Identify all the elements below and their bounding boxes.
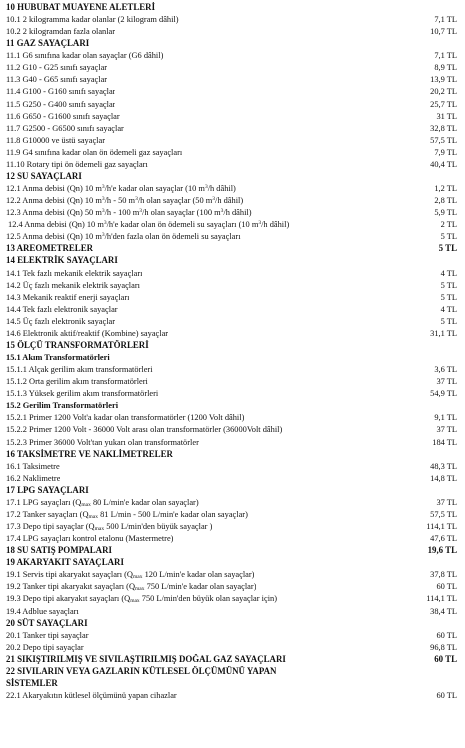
tariff-row	[6, 26, 457, 37]
tariff-row	[6, 316, 457, 327]
tariff-row	[6, 630, 457, 641]
row-label: 12 SU SAYAÇLARI	[6, 170, 82, 181]
row-price: 7,1 TL	[434, 51, 457, 61]
row-price: 20,2 TL	[430, 87, 457, 97]
tariff-row	[6, 473, 457, 484]
row-label: 11.7 G2500 - G6500 sınıfı sayaçlar	[6, 123, 124, 133]
row-price: 5 TL	[438, 243, 457, 254]
section-heading	[6, 449, 457, 460]
subscript: max	[132, 574, 143, 581]
row-price: 57,5 TL	[430, 135, 457, 145]
row-price: 37 TL	[436, 377, 457, 387]
row-price: 7,9 TL	[434, 147, 457, 157]
row-price: 4 TL	[440, 304, 457, 314]
row-price: 60 TL	[434, 653, 457, 664]
section-heading	[6, 2, 457, 13]
label-text: /h'e kadar olan sayaçlar (10 m	[104, 184, 205, 194]
section-heading	[6, 171, 457, 182]
row-label: 15.2.3 Primer 36000 Volt'tan yukarı olan transformatörler	[6, 437, 199, 447]
label-text: 17.3 Depo tipi sayaçlar (Q	[6, 522, 95, 531]
superscript: 3	[258, 220, 262, 227]
row-label: 15.1.2 Orta gerilim akım transformatörleri	[6, 377, 148, 387]
row-price: 38,4 TL	[430, 606, 457, 616]
label-text: 17.2 Tanker sayaçları (Q	[6, 509, 89, 519]
row-label	[6, 521, 212, 532]
row-label: 15 ÖLÇÜ TRANSFORMATÖRLERİ	[6, 339, 149, 350]
subscript: max	[135, 586, 145, 593]
tariff-row	[6, 207, 457, 218]
label-text: 500 L/min'den büyük sayaçlar )	[104, 522, 213, 531]
row-label: 17.4 LPG sayaçları kontrol etalonu (Mastermetre)	[6, 534, 174, 544]
row-price: 54,9 TL	[430, 389, 457, 399]
row-price: 31 TL	[436, 111, 457, 121]
label-text: 81 L/min - 500 L/min'e kadar olan sayaçlar)	[98, 509, 248, 519]
row-label: 11.5 G250 - G400 sınıfı sayaçlar	[6, 99, 116, 109]
tariff-row	[6, 642, 457, 653]
row-price: 60 TL	[436, 582, 457, 592]
row-label: 17 LPG SAYAÇLARI	[6, 484, 89, 495]
tariff-row	[6, 231, 457, 242]
tariff-row	[6, 135, 457, 146]
subscript: max	[130, 598, 140, 605]
row-price: 7,1 TL	[434, 15, 457, 25]
tariff-row	[6, 581, 457, 592]
tariff-row	[6, 268, 457, 279]
row-price: 114,1 TL	[426, 594, 457, 604]
row-label: 15.2 Gerilim Transformatörleri	[6, 401, 119, 411]
tariff-row	[6, 437, 457, 448]
tariff-row	[6, 111, 457, 122]
row-label: 14.3 Mekanik reaktif enerji sayaçları	[6, 292, 130, 302]
section-heading	[6, 485, 457, 496]
row-price: 5,9 TL	[434, 208, 457, 218]
row-label: 21 SIKIŞTIRILMIŞ VE SIVILAŞTIRILMIŞ DOĞAL GAZ SAYAÇLARI	[6, 653, 286, 664]
tariff-row	[6, 376, 457, 387]
row-label	[6, 593, 277, 604]
row-label: 14.1 Tek fazlı mekanik elektrik sayaçları	[6, 268, 143, 278]
row-price: 19,6 TL	[427, 545, 457, 556]
label-text: 80 L/min'e kadar olan sayaçlar)	[90, 497, 199, 507]
row-price: 1,2 TL	[434, 184, 457, 194]
tariff-row	[6, 388, 457, 399]
row-label: 11.3 G40 - G65 sınıfı sayaçlar	[6, 75, 108, 85]
row-label: 19.4 Adblue sayaçları	[6, 606, 79, 616]
row-price: 114,1 TL	[426, 522, 457, 531]
label-text: /h'e kadar olan ön ödemeli su sayaçları (10 m	[106, 220, 259, 230]
tariff-row	[8, 219, 457, 230]
subscript: max	[94, 526, 105, 532]
row-label: 13 AREOMETRELER	[6, 243, 94, 254]
tariff-row	[6, 14, 457, 25]
tariff-row	[6, 99, 457, 110]
label-text: /h - 50 m	[104, 196, 136, 206]
row-label: 20 SÜT SAYAÇLARI	[6, 617, 88, 628]
row-label: 20.2 Depo tipi sayaçlar	[6, 642, 84, 652]
row-label: 22.1 Akaryakıtın kütlesel ölçümünü yapan cihazlar	[6, 690, 177, 700]
superscript: 3	[212, 196, 215, 203]
row-price: 37 TL	[436, 425, 457, 435]
row-price: 60 TL	[436, 690, 457, 700]
row-label: 15.1.1 Alçak gerilim akım transformatörleri	[6, 365, 153, 375]
row-label	[6, 509, 248, 520]
label-text: /h dâhil)	[223, 208, 252, 218]
row-label: 11 GAZ SAYAÇLARI	[6, 38, 90, 49]
section-heading	[6, 340, 457, 351]
row-label: 11.10 Rotary tipi ön ödemeli gaz sayaçları	[6, 159, 148, 169]
row-label: 18 SU SATIŞ POMPALARI	[6, 545, 112, 556]
row-label: 14.6 Elektronik aktif/reaktif (Kombine) sayaçlar	[6, 328, 169, 338]
row-price: 96,8 TL	[430, 642, 457, 652]
label-text: 12.5 Anma debisi (Qn) 10 m	[6, 232, 102, 242]
row-price: 14,8 TL	[430, 473, 457, 483]
superscript: 3	[135, 196, 138, 203]
row-label: SİSTEMLER	[6, 677, 58, 688]
row-price: 5 TL	[440, 316, 457, 326]
row-label: 10 HUBUBAT MUAYENE ALETLERİ	[6, 2, 156, 12]
row-label: 14.4 Tek fazlı elektronik sayaçlar	[6, 304, 118, 314]
tariff-row	[6, 183, 457, 194]
label-text: /h dâhil)	[261, 220, 290, 230]
section-heading	[6, 666, 457, 677]
row-price: 25,7 TL	[430, 99, 457, 109]
superscript: 3	[101, 208, 105, 215]
row-price: 5 TL	[440, 292, 457, 302]
section-heading	[6, 678, 457, 689]
row-label: 11.8 G10000 ve üstü sayaçlar	[6, 135, 106, 145]
row-label	[6, 231, 241, 242]
superscript: 3	[103, 220, 107, 227]
section-heading	[6, 557, 457, 568]
label-text: 19.1 Servis tipi akaryakıt sayaçları (Q	[6, 570, 133, 580]
row-price: 60 TL	[436, 630, 457, 640]
label-text: 750 L/min'den büyük olan sayaçlar için)	[139, 594, 278, 604]
label-text: /h'den fazla olan ön ödemeli su sayaçları	[104, 232, 241, 242]
row-label	[8, 219, 289, 230]
row-label: 16.2 Naklimetre	[6, 473, 61, 483]
tariff-row	[6, 50, 457, 61]
label-text: 12.2 Anma debisi (Qn) 10 m	[6, 196, 102, 206]
tariff-row	[6, 280, 457, 291]
row-price: 5 TL	[440, 280, 457, 290]
row-price: 4 TL	[440, 268, 457, 278]
row-label	[6, 195, 243, 206]
tariff-row	[6, 509, 457, 520]
row-label: 15.1 Akım Transformatörleri	[6, 353, 110, 363]
superscript: 3	[139, 208, 143, 215]
tariff-row	[6, 159, 457, 170]
row-label: 11.9 G4 sınıfına kadar olan ön ödemeli gaz sayaçları	[6, 147, 183, 157]
section-heading	[6, 618, 457, 629]
row-price: 2,8 TL	[434, 196, 457, 206]
row-price: 31,1 TL	[430, 328, 457, 338]
superscript: 3	[101, 196, 105, 203]
label-text: 12.1 Anma debisi (Qn) 10 m	[6, 184, 102, 194]
tariff-row	[6, 424, 457, 435]
tariff-row	[6, 364, 457, 375]
label-text: 17.1 LPG sayaçları (Q	[6, 497, 82, 507]
label-text: 12.4 Anma debisi (Qn) 10 m	[8, 220, 104, 230]
row-label: 22 SIVILARIN VEYA GAZLARIN KÜTLESEL ÖLÇÜMÜNÜ YAPAN	[6, 665, 277, 676]
row-label	[6, 581, 256, 592]
row-label: 11.2 G10 - G25 sınıfı sayaçlar	[6, 63, 108, 73]
superscript: 3	[220, 208, 224, 215]
section-heading	[6, 38, 457, 49]
tariff-row	[6, 533, 457, 544]
tariff-row	[6, 292, 457, 303]
row-price: 184 TL	[432, 437, 457, 447]
row-label: 16.1 Taksimetre	[6, 461, 60, 471]
tariff-row	[6, 328, 457, 339]
superscript: 3	[204, 184, 208, 191]
row-label: 15.2.1 Primer 1200 Volt'a kadar olan transformatörler (1200 Volt dâhil)	[6, 413, 245, 423]
section-heading	[6, 243, 457, 254]
superscript: 3	[101, 184, 105, 191]
label-text: 12.3 Anma debisi (Qn) 50 m	[6, 208, 102, 218]
row-price: 13,9 TL	[430, 75, 457, 85]
row-label	[6, 497, 199, 508]
tariff-row	[6, 690, 457, 701]
row-label: 20.1 Tanker tipi sayaçlar	[6, 630, 89, 640]
subsection-heading	[6, 352, 457, 363]
row-label: 11.6 G650 - G1600 sınıfı sayaçlar	[6, 111, 120, 121]
tariff-row	[6, 569, 457, 580]
row-price: 8,9 TL	[434, 63, 457, 73]
row-label: 11.1 G6 sınıfına kadar olan sayaçlar (G6 dâhil)	[6, 51, 164, 61]
label-text: /h dâhil)	[207, 184, 236, 194]
tariff-row	[6, 62, 457, 73]
row-label: 15.1.3 Yüksek gerilim akım transformatörleri	[6, 389, 159, 399]
tariff-row	[6, 304, 457, 315]
tariff-row	[6, 86, 457, 97]
row-price: 47,6 TL	[430, 534, 457, 544]
label-text: 750 L/min'e kadar olan sayaçlar)	[144, 582, 257, 592]
tariff-row	[6, 147, 457, 158]
row-label: 16 TAKSİMETRE VE NAKLİMETRELER	[6, 448, 173, 459]
label-text: 19.2 Tanker tipi akaryakıt sayaçları (Q	[6, 582, 136, 592]
row-label: 15.2.2 Primer 1200 Volt - 36000 Volt arası olan transformatörler (36000Volt dâhil)	[6, 425, 283, 435]
label-text: /h dâhil)	[215, 196, 244, 206]
tariff-row	[6, 195, 457, 206]
label-text: /h olan sayaçlar (100 m	[142, 208, 221, 218]
label-text: /h olan sayaçlar (50 m	[137, 196, 213, 206]
row-price: 37,8 TL	[430, 570, 457, 580]
row-price: 48,3 TL	[430, 461, 457, 471]
tariff-row	[6, 521, 457, 532]
row-label: 14.5 Üç fazlı elektronik sayaçlar	[6, 316, 116, 326]
tariff-row	[6, 461, 457, 472]
subscript: max	[88, 513, 98, 520]
subscript: max	[81, 501, 91, 508]
subsection-heading	[6, 400, 457, 411]
row-price: 40,4 TL	[430, 159, 457, 169]
tariff-row	[6, 412, 457, 423]
row-price: 57,5 TL	[430, 509, 457, 519]
tariff-row	[6, 593, 457, 604]
row-label: 11.4 G100 - G160 sınıfı sayaçlar	[6, 87, 116, 97]
tariff-row	[6, 497, 457, 508]
row-label	[6, 183, 236, 194]
row-label	[6, 569, 254, 580]
label-text: 120 L/min'e kadar olan sayaçlar)	[142, 570, 255, 580]
row-price: 3,6 TL	[434, 365, 457, 375]
row-price: 9,1 TL	[434, 413, 457, 423]
row-price: 10,7 TL	[430, 27, 457, 37]
superscript: 3	[101, 232, 105, 239]
row-label: 14 ELEKTRİK SAYAÇLARI	[6, 255, 118, 266]
section-heading	[6, 654, 457, 665]
row-price: 2 TL	[440, 220, 457, 230]
row-label: 10.2 2 kilogramdan fazla olanlar	[6, 27, 116, 37]
tariff-row	[6, 123, 457, 134]
row-price: 37 TL	[436, 497, 457, 507]
row-label: 19 AKARYAKIT SAYAÇLARI	[6, 557, 124, 568]
row-price: 5 TL	[440, 232, 457, 242]
tariff-row	[6, 606, 457, 617]
row-label: 10.1 2 kilogramma kadar olanlar (2 kilogram dâhil)	[6, 15, 179, 25]
row-price: 32,8 TL	[430, 123, 457, 133]
section-heading	[6, 545, 457, 556]
row-label	[6, 207, 252, 218]
row-label: 14.2 Üç fazlı mekanik elektrik sayaçları	[6, 280, 140, 290]
label-text: 19.3 Depo tipi akaryakıt sayaçları (Q	[6, 594, 131, 604]
label-text: /h - 100 m	[104, 208, 140, 218]
tariff-row	[6, 74, 457, 85]
section-heading	[6, 255, 457, 266]
